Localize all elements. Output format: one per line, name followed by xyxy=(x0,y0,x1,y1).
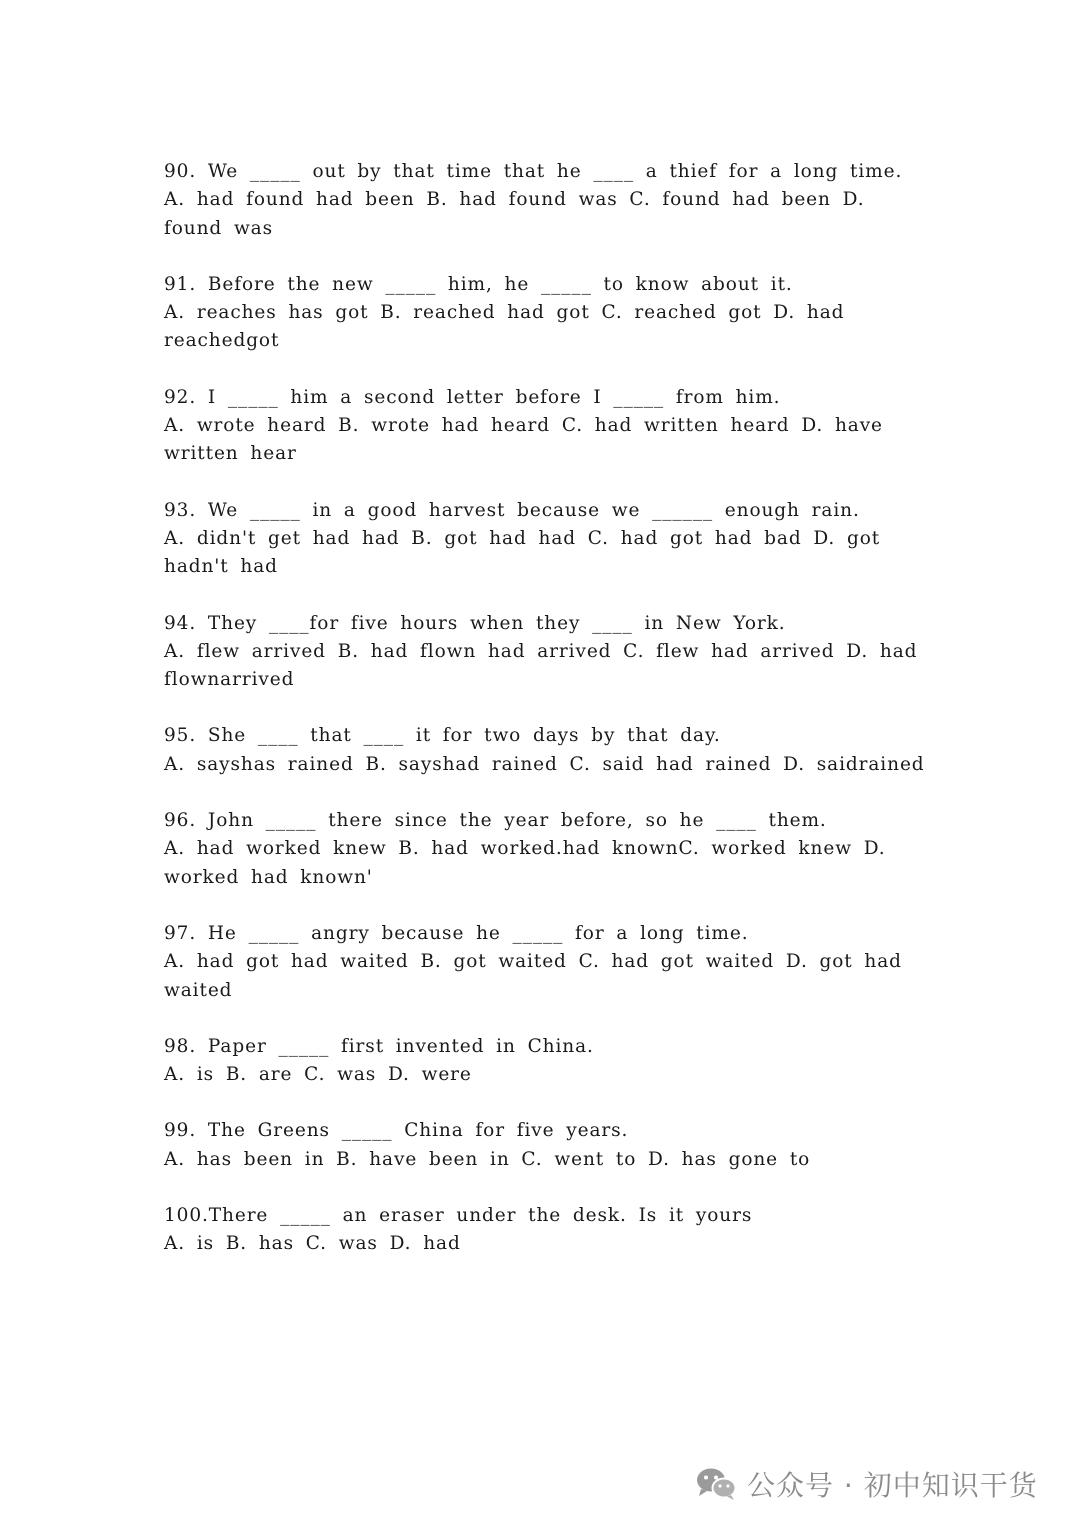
question-item xyxy=(164,158,934,243)
question-stem: 98. Paper _____ first invented in China. xyxy=(164,1035,594,1057)
question-item xyxy=(164,1202,934,1259)
question-stem: 90. We _____ out by that time that he ____ a thief for a long time. xyxy=(164,161,903,182)
question-options: A. didn't get had had B. got had had C. had got had bad D. got hadn't had xyxy=(164,527,892,578)
question-options: A. reaches has got B. reached had got C. reached got D. had reachedgot xyxy=(164,302,857,352)
question-options: A. has been in B. have been in C. went to D. has gone to xyxy=(164,1148,811,1170)
question-item xyxy=(164,807,934,892)
question-item xyxy=(164,1033,934,1090)
question-item xyxy=(164,920,934,1005)
question-options: A. had got had waited B. got waited C. had got waited D. got had waited xyxy=(164,951,914,1001)
question-options: A. had worked knew B. had worked.had knownC. worked knew D. worked had known' xyxy=(164,838,898,888)
watermark-text: 公众号 · 初中知识干货 xyxy=(747,1469,1038,1502)
wechat-icon xyxy=(695,1466,737,1502)
question-options: A. had found had been B. had found was C. found had been D. found was xyxy=(164,189,877,239)
question-stem: 94. They ____for five hours when they ____ in New York. xyxy=(164,612,786,634)
question-item xyxy=(164,271,934,356)
question-item xyxy=(164,497,934,582)
question-item xyxy=(164,722,934,779)
question-stem: 95. She ____ that ____ it for two days by that day. xyxy=(164,725,721,747)
question-options: A. sayshas rained B. sayshad rained C. said had rained D. saidrained xyxy=(164,753,925,775)
question-item xyxy=(164,610,934,695)
question-options: A. wrote heard B. wrote had heard C. had written heard D. have written hear xyxy=(164,415,895,465)
question-stem: 97. He _____ angry because he _____ for a long time. xyxy=(164,922,749,944)
question-options: A. is B. has C. was D. had xyxy=(164,1233,461,1255)
question-list xyxy=(164,158,934,1287)
question-stem: 96. John _____ there since the year before, so he ____ them. xyxy=(164,810,827,832)
question-item xyxy=(164,384,934,469)
question-options: A. is B. are C. was D. were xyxy=(164,1064,472,1086)
question-stem: 93. We _____ in a good harvest because we ______ enough rain. xyxy=(164,499,860,521)
question-stem: 92. I _____ him a second letter before I _____ from him. xyxy=(164,386,781,408)
wechat-watermark xyxy=(695,1462,1038,1506)
question-stem: 100.There _____ an eraser under the desk. Is it yours xyxy=(164,1205,753,1227)
question-item xyxy=(164,1117,934,1174)
question-stem: 99. The Greens _____ China for five years. xyxy=(164,1120,629,1142)
question-options: A. flew arrived B. had flown had arrived C. flew had arrived D. had flownarrived xyxy=(164,640,930,691)
question-stem: 91. Before the new _____ him, he _____ to know about it. xyxy=(164,273,793,295)
